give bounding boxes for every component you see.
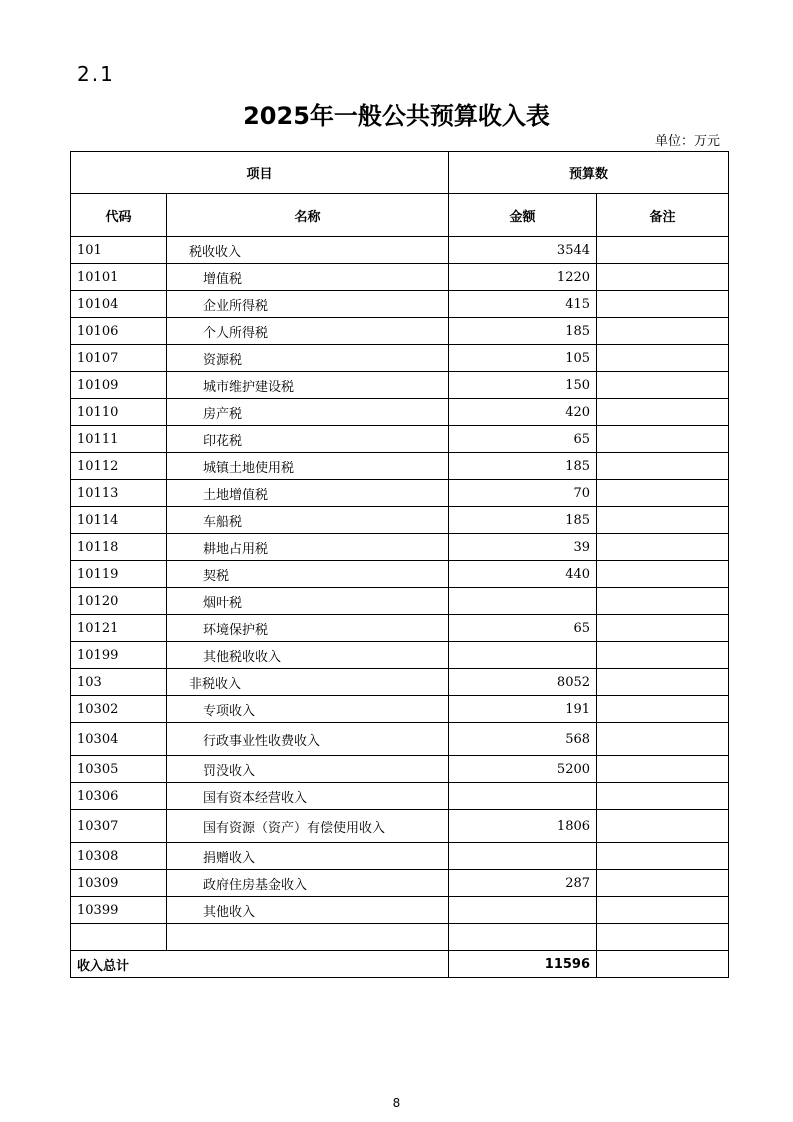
row-amount: 39 — [449, 534, 597, 561]
table-row — [71, 561, 729, 588]
row-remark — [597, 615, 729, 642]
row-code: 10309 — [71, 870, 167, 897]
row-remark — [597, 318, 729, 345]
row-remark — [597, 924, 729, 951]
total-row — [71, 951, 729, 978]
page-title: 2025年一般公共预算收入表 — [243, 102, 550, 130]
unit-label: 单位：万元 — [654, 134, 720, 149]
row-remark — [597, 756, 729, 783]
total-label: 收入总计 — [71, 951, 449, 978]
row-name: 非税收入 — [167, 669, 449, 696]
table-row — [71, 426, 729, 453]
table-row — [71, 399, 729, 426]
row-remark — [597, 372, 729, 399]
table-body — [71, 237, 729, 951]
row-code: 10113 — [71, 480, 167, 507]
row-amount: 1806 — [449, 810, 597, 843]
row-code: 10307 — [71, 810, 167, 843]
row-amount: 70 — [449, 480, 597, 507]
row-amount: 568 — [449, 723, 597, 756]
row-amount: 65 — [449, 615, 597, 642]
row-code: 10107 — [71, 345, 167, 372]
row-name: 其他税收收入 — [167, 642, 449, 669]
header-code: 代码 — [71, 194, 167, 237]
row-remark — [597, 507, 729, 534]
row-code: 10112 — [71, 453, 167, 480]
row-amount — [449, 924, 597, 951]
row-remark — [597, 291, 729, 318]
table-row — [71, 924, 729, 951]
row-code: 10305 — [71, 756, 167, 783]
table-row — [71, 696, 729, 723]
row-code: 10104 — [71, 291, 167, 318]
table-row — [71, 669, 729, 696]
row-remark — [597, 561, 729, 588]
row-code: 10120 — [71, 588, 167, 615]
row-remark — [597, 696, 729, 723]
row-code: 10109 — [71, 372, 167, 399]
row-code: 10199 — [71, 642, 167, 669]
row-amount: 440 — [449, 561, 597, 588]
row-code: 10119 — [71, 561, 167, 588]
row-amount: 8052 — [449, 669, 597, 696]
total-amount: 11596 — [449, 951, 597, 978]
row-code: 10106 — [71, 318, 167, 345]
row-code: 103 — [71, 669, 167, 696]
row-amount: 185 — [449, 318, 597, 345]
row-name: 增值税 — [167, 264, 449, 291]
table-row — [71, 897, 729, 924]
row-remark — [597, 453, 729, 480]
row-amount: 191 — [449, 696, 597, 723]
row-code — [71, 924, 167, 951]
table-row — [71, 756, 729, 783]
row-remark — [597, 534, 729, 561]
table-row — [71, 870, 729, 897]
total-remark — [597, 951, 729, 978]
row-code: 10114 — [71, 507, 167, 534]
row-remark — [597, 870, 729, 897]
row-name: 车船税 — [167, 507, 449, 534]
row-name: 资源税 — [167, 345, 449, 372]
table-row — [71, 264, 729, 291]
table-row — [71, 588, 729, 615]
row-name: 其他收入 — [167, 897, 449, 924]
header-item: 项目 — [71, 152, 449, 194]
header-amount: 金额 — [449, 194, 597, 237]
row-amount: 420 — [449, 399, 597, 426]
table-row — [71, 318, 729, 345]
table-row — [71, 345, 729, 372]
row-amount — [449, 783, 597, 810]
row-amount: 65 — [449, 426, 597, 453]
row-code: 101 — [71, 237, 167, 264]
row-amount: 150 — [449, 372, 597, 399]
row-name: 耕地占用税 — [167, 534, 449, 561]
row-amount: 3544 — [449, 237, 597, 264]
row-remark — [597, 783, 729, 810]
row-code: 10308 — [71, 843, 167, 870]
row-remark — [597, 669, 729, 696]
table-row — [71, 507, 729, 534]
table-row — [71, 291, 729, 318]
row-name: 国有资源（资产）有偿使用收入 — [167, 810, 449, 843]
row-code: 10118 — [71, 534, 167, 561]
table-row — [71, 534, 729, 561]
row-name: 国有资本经营收入 — [167, 783, 449, 810]
row-name: 契税 — [167, 561, 449, 588]
row-amount: 5200 — [449, 756, 597, 783]
row-name: 城市维护建设税 — [167, 372, 449, 399]
row-code: 10121 — [71, 615, 167, 642]
row-name: 行政事业性收费收入 — [167, 723, 449, 756]
row-amount — [449, 897, 597, 924]
table-row — [71, 783, 729, 810]
row-code: 10110 — [71, 399, 167, 426]
row-amount: 185 — [449, 507, 597, 534]
row-remark — [597, 723, 729, 756]
row-amount: 287 — [449, 870, 597, 897]
table-row — [71, 810, 729, 843]
row-remark — [597, 810, 729, 843]
header-budget: 预算数 — [449, 152, 729, 194]
row-remark — [597, 588, 729, 615]
row-name: 罚没收入 — [167, 756, 449, 783]
row-name: 城镇土地使用税 — [167, 453, 449, 480]
table-header-row-1 — [71, 152, 729, 194]
table-row — [71, 480, 729, 507]
row-amount: 105 — [449, 345, 597, 372]
row-name: 烟叶税 — [167, 588, 449, 615]
row-code: 10399 — [71, 897, 167, 924]
row-name: 环境保护税 — [167, 615, 449, 642]
header-remark: 备注 — [597, 194, 729, 237]
row-amount: 1220 — [449, 264, 597, 291]
row-name: 房产税 — [167, 399, 449, 426]
row-amount — [449, 843, 597, 870]
page-number: 8 — [392, 1096, 401, 1110]
row-name: 企业所得税 — [167, 291, 449, 318]
row-name: 土地增值税 — [167, 480, 449, 507]
table-row — [71, 723, 729, 756]
table-header-row-2 — [71, 194, 729, 237]
row-remark — [597, 264, 729, 291]
row-remark — [597, 480, 729, 507]
row-code: 10111 — [71, 426, 167, 453]
row-amount: 185 — [449, 453, 597, 480]
table-row — [71, 237, 729, 264]
row-remark — [597, 897, 729, 924]
row-name — [167, 924, 449, 951]
row-amount: 415 — [449, 291, 597, 318]
row-remark — [597, 843, 729, 870]
table-row — [71, 453, 729, 480]
row-code: 10101 — [71, 264, 167, 291]
row-code: 10304 — [71, 723, 167, 756]
row-name: 印花税 — [167, 426, 449, 453]
row-remark — [597, 345, 729, 372]
row-remark — [597, 642, 729, 669]
row-name: 专项收入 — [167, 696, 449, 723]
row-remark — [597, 399, 729, 426]
row-code: 10306 — [71, 783, 167, 810]
row-name: 政府住房基金收入 — [167, 870, 449, 897]
row-name: 个人所得税 — [167, 318, 449, 345]
section-number: 2.1 — [77, 62, 115, 86]
table-row — [71, 372, 729, 399]
row-remark — [597, 237, 729, 264]
row-amount — [449, 642, 597, 669]
row-remark — [597, 426, 729, 453]
row-name: 捐赠收入 — [167, 843, 449, 870]
table-row — [71, 615, 729, 642]
budget-revenue-table — [70, 151, 729, 978]
row-amount — [449, 588, 597, 615]
table-row — [71, 843, 729, 870]
row-code: 10302 — [71, 696, 167, 723]
table-row — [71, 642, 729, 669]
header-name: 名称 — [167, 194, 449, 237]
row-name: 税收收入 — [167, 237, 449, 264]
